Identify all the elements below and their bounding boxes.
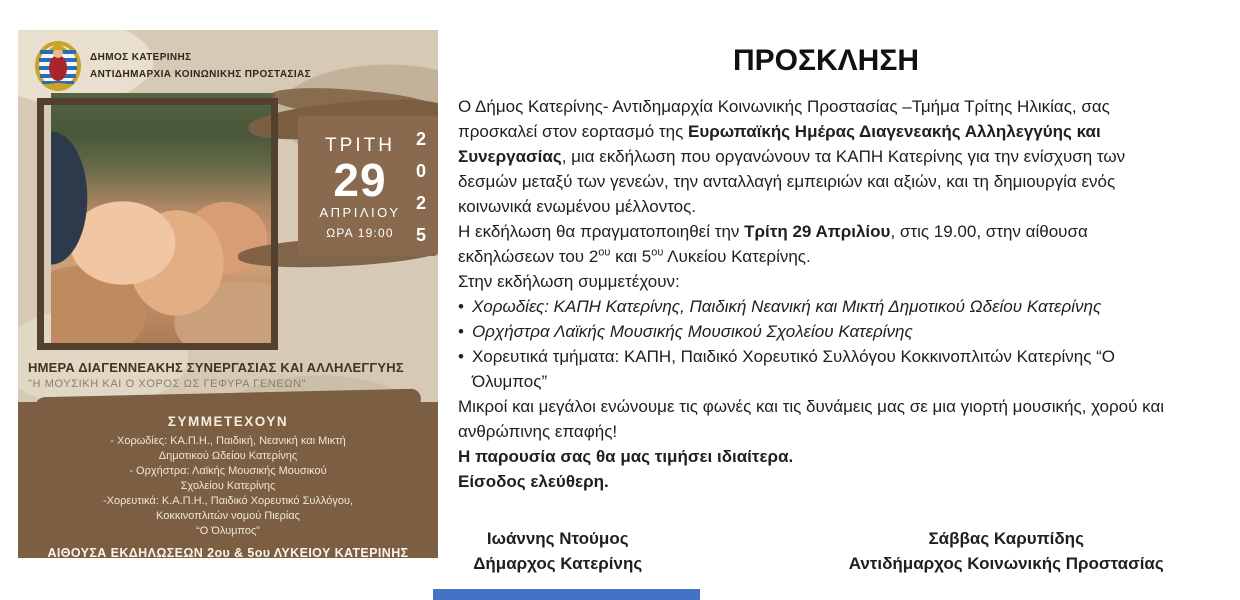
- details-text-a: Η εκδήλωση θα πραγματοποιηθεί την: [458, 222, 745, 241]
- year-digit: 2: [415, 129, 426, 149]
- details-text-e: Λυκείου Κατερίνης.: [663, 247, 811, 266]
- details-date-bold: Τρίτη 29 Απριλίου: [744, 222, 891, 241]
- intro-text-bold: Ευρωπαϊκής Ημέρας Διαγενεακής Αλληλεγγύης και Συνεργασίας: [458, 122, 1101, 166]
- bullet-text-choirs: Χορωδίες: ΚΑΠΗ Κατερίνης, Παιδική Νεανική και Μικτή Δημοτικού Ωδείου Κατερίνης: [471, 297, 1102, 316]
- free-entrance-line: Είσοδος ελεύθερη.: [458, 472, 609, 491]
- participants-band: [18, 402, 438, 558]
- signature-name: Ιωάννης Ντούμος: [486, 529, 629, 548]
- year-digit: 5: [415, 225, 426, 245]
- organizer-lines: [90, 49, 311, 83]
- date-number: 29: [333, 153, 387, 206]
- year-digit: 2: [415, 193, 426, 213]
- signatures: [458, 526, 1170, 576]
- date-panel: [298, 116, 438, 256]
- signature-role: Αντιδήμαρχος Κοινωνικής Προστασίας: [848, 554, 1164, 573]
- signature-name: Σάββας Καρυπίδης: [928, 529, 1084, 548]
- bullet-icon: •: [458, 347, 464, 366]
- footer-accent-bar: [433, 589, 700, 600]
- participants-line: Δημοτικού Ωδείου Κατερίνης: [158, 450, 298, 462]
- event-details-paragraph: [458, 219, 1170, 269]
- ordinal-suffix: ου: [651, 246, 664, 259]
- bullet-icon: •: [458, 297, 464, 316]
- poster-header: [34, 40, 311, 92]
- date-day: ΤΡΙΤΗ: [325, 134, 395, 156]
- intro-text-c: , μια εκδήλωση που οργανώνουν τα ΚΑΠΗ Κατερίνης για την ενίσχυση των δεσμών μεταξύ των γενεών, την ανταλλαγή εμπειριών και αξιών, και τη δημιουργία ενός κοινωνικά ενωμένου μέλλοντος.: [458, 147, 1126, 216]
- bullet-icon: •: [458, 322, 464, 341]
- ordinal-suffix: ου: [598, 246, 611, 259]
- list-item: [458, 294, 1170, 319]
- participants-line: “Ο Όλυμπος”: [196, 525, 260, 537]
- municipality-emblem-icon: [34, 40, 82, 92]
- poster-headline: ΗΜΕΡΑ ΔΙΑΓΕΝΝΕΑΚΗΣ ΣΥΝΕΡΓΑΣΙΑΣ ΚΑΙ ΑΛΛΗΛΕΓΓΥΗΣ: [28, 360, 404, 375]
- participants-line: Κοκκινοπλιτών νομού Πιερίας: [156, 510, 300, 522]
- list-item: [458, 319, 1170, 344]
- invitation-text: [458, 44, 1170, 576]
- list-item: [458, 344, 1170, 394]
- event-poster: [18, 30, 438, 558]
- date-month: ΑΠΡΙΛΙΟΥ: [319, 204, 401, 220]
- signature-role: Δήμαρχος Κατερίνης: [473, 554, 643, 573]
- intro-text-a: Ο Δήμος Κατερίνης- Αντιδημαρχία Κοινωνικής Προστασίας –Τμήμα Τρίτης Ηλικίας, σας προσκαλεί στον εορτασμό της: [458, 97, 1110, 141]
- date-year-vertical: [410, 126, 432, 248]
- closing-paragraph: Μικροί και μεγάλοι ενώνουμε τις φωνές και τις δυνάμεις μας σε μια γιορτή μουσικής, χορού και ανθρώπινης επαφής!: [458, 397, 1165, 441]
- venue-line: ΑΙΘΟΥΣΑ ΕΚΔΗΛΩΣΕΩΝ 2ου & 5ου ΛΥΚΕΙΟΥ ΚΑΤΕΡΙΝΗΣ: [47, 546, 409, 558]
- bullet-text-dance: Χορευτικά τμήματα: ΚΑΠΗ, Παιδικό Χορευτικό Συλλόγου Κοκκινοπλιτών Κατερίνης “Ο Όλυμπος”: [471, 347, 1116, 391]
- details-text-d: και 5: [610, 247, 652, 266]
- signature-deputy-mayor: [842, 526, 1170, 576]
- participants-title: ΣΥΜΜΕΤΕΧΟΥΝ: [167, 414, 289, 429]
- details-text-c: , στις 19.00, στην αίθουσα εκδηλώσεων του 2: [458, 222, 1088, 266]
- participants-intro-line: Στην εκδήλωση συμμετέχουν:: [458, 272, 680, 291]
- participants-line: - Ορχήστρα: Λαϊκής Μουσικής Μουσικού: [129, 465, 327, 477]
- poster-subtitle: "Η ΜΟΥΣΙΚΗ ΚΑΙ Ο ΧΟΡΟΣ ΩΣ ΓΕΦΥΡΑ ΓΕΝΕΩΝ": [28, 378, 307, 390]
- date-panel-main: [310, 126, 410, 248]
- year-digit: 0: [415, 161, 426, 181]
- date-time: ΩΡΑ 19:00: [326, 225, 394, 240]
- participants-bullet-list: [458, 294, 1170, 394]
- participants-line: - Χορωδίες: ΚΑ.Π.Η., Παιδική, Νεανική και Μικτή: [110, 435, 346, 447]
- participants-line: Σχολείου Κατερίνης: [180, 480, 276, 492]
- honor-line: Η παρουσία σας θα μας τιμήσει ιδιαίτερα.: [458, 447, 794, 466]
- organizer-line-1: ΔΗΜΟΣ ΚΑΤΕΡΙΝΗΣ: [90, 52, 192, 63]
- page-title: ΠΡΟΣΚΛΗΣΗ: [732, 44, 920, 77]
- participants-line: -Χορευτικά: Κ.Α.Π.Η., Παιδικό Χορευτικό Συλλόγου,: [102, 495, 354, 507]
- intro-paragraph: [458, 94, 1170, 219]
- bullet-text-orchestra: Ορχήστρα Λαϊκής Μουσικής Μουσικού Σχολείου Κατερίνης: [471, 322, 913, 341]
- photo-frame: [37, 98, 278, 350]
- signature-mayor: [458, 526, 657, 576]
- organizer-line-2: ΑΝΤΙΔΗΜΑΡΧΙΑ ΚΟΙΝΩΝΙΚΗΣ ΠΡΟΣΤΑΣΙΑΣ: [90, 69, 312, 80]
